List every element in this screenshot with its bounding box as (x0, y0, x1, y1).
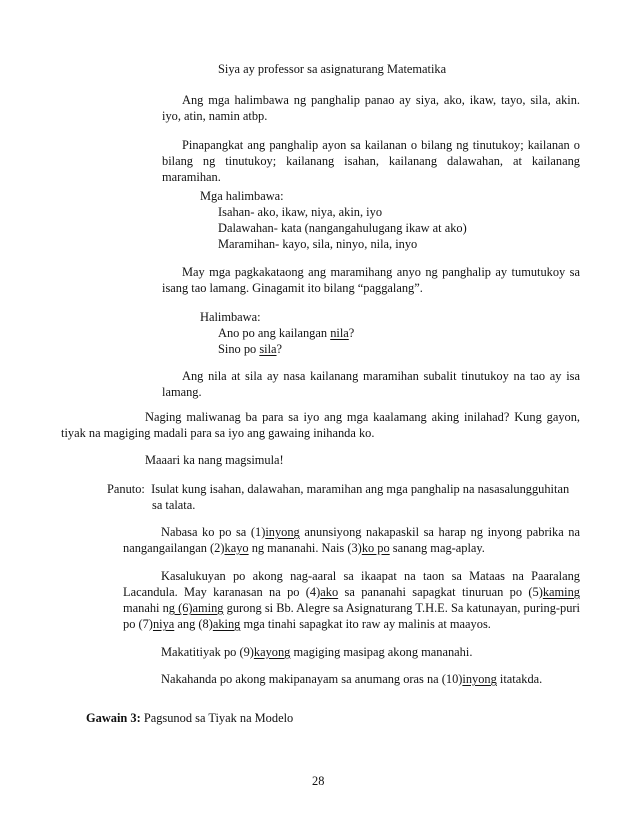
letter-paragraph-4 (161, 671, 542, 687)
examples-list (200, 188, 467, 252)
paragraph-naging-maliwanag (61, 409, 580, 441)
underlined-word: niya (152, 617, 175, 631)
halimbawa-heading: Halimbawa: (200, 310, 261, 324)
gawain-title: Pagsunod sa Tiyak na Modelo (140, 711, 294, 725)
underlined-word: kayong (253, 645, 291, 659)
letter-paragraph-3 (161, 644, 472, 660)
page-number: 28 (312, 774, 325, 788)
text: Nakahanda po akong makipanayam sa anumang oras na (10) (161, 672, 463, 686)
halimbawa-list (200, 309, 354, 357)
text: Ano po ang kailangan (218, 326, 331, 340)
example-isahan: Isahan- ako, ikaw, niya, akin, iyo (218, 205, 383, 219)
examples-heading: Mga halimbawa: (200, 189, 284, 203)
text: Nabasa ko po sa (1) (161, 525, 266, 539)
paragraph-text: Ang nila at sila ay nasa kailanang maramihan subalit tinutukoy na tao ay isa lamang. (162, 369, 580, 399)
paragraph-text: Pinapangkat ang panghalip ayon sa kailanan o bilang ng tinutukoy; kailanan o bilang ng tinutukoy; kailanang isahan, kailanang dalawahan, at kailanang maramihan. (162, 138, 580, 184)
letter-paragraph-1 (123, 524, 580, 556)
text: ng mananahi. Nais (3) (248, 541, 362, 555)
underlined-word: aming (192, 601, 224, 615)
underlined-word: kayo (224, 541, 249, 555)
text: anunsiyong nakapaskil sa harap ng inyong pabrika na nangangailangan (2) (123, 525, 580, 555)
panuto-text-cont: sa talata. (152, 498, 196, 512)
halimbawa-question-2 (200, 341, 354, 357)
text: ? (276, 342, 283, 356)
underlined-text: g (6) (168, 601, 193, 615)
panuto-label: Panuto: (107, 482, 145, 496)
example-dalawahan: Dalawahan- kata (nangangahulugang ikaw at ako) (218, 221, 467, 235)
gawain-label: Gawain 3: (86, 711, 141, 725)
text: sa pananahi sapagkat tinuruan po (5) (338, 585, 543, 599)
halimbawa-question-1 (200, 325, 354, 341)
panuto-instructions (107, 481, 580, 513)
text: Makatitiyak po (9) (161, 645, 254, 659)
text: Sino po (218, 342, 260, 356)
underlined-word: aking (212, 617, 241, 631)
panuto-text: Isulat kung isahan, dalawahan, maramihan ang mga panghalip na nasasalungguhitan (151, 482, 570, 496)
paragraph-text: May mga pagkakataong ang maramihang anyo ng panghalip ay tumutukoy sa isang tao lamang. Ginagamit ito bilang “paggalang”. (162, 265, 580, 295)
paragraph-paggalang (162, 264, 580, 296)
text: manahi n (123, 601, 169, 615)
underlined-word: inyong (265, 525, 300, 539)
intro-sentence: Siya ay professor sa asignaturang Matematika (218, 62, 447, 76)
paragraph-text: Naging maliwanag ba para sa iyo ang mga kaalamang aking inilahad? Kung gayon, tiyak na magiging madali para sa iyo ang gawaing inihanda ko. (61, 410, 580, 440)
text: sanang mag-aplay. (389, 541, 485, 555)
underlined-word: ako (320, 585, 339, 599)
underlined-word: kaming (542, 585, 580, 599)
paragraph-nila-sila (162, 368, 580, 400)
paragraph-panao-examples (162, 92, 580, 124)
underlined-word: inyong (462, 672, 497, 686)
underlined-word: sila (259, 342, 277, 356)
paragraph-kailanan (162, 137, 580, 185)
example-maramihan: Maramihan- kayo, sila, ninyo, nila, inyo (218, 237, 418, 251)
letter-paragraph-2 (123, 568, 580, 632)
underlined-word: ko po (361, 541, 390, 555)
text: Kasalukuyan po akong nag-aaral sa ikaapat na taon sa Mataas na Paaralang Lacandula. May karanasan na po (4) (123, 569, 580, 599)
gawain-heading (86, 710, 293, 726)
text: mga tinahi sapagkat ito raw ay malinis at maayos. (240, 617, 491, 631)
text: magiging masipag akong mananahi. (290, 645, 473, 659)
underlined-word: nila (330, 326, 349, 340)
text: itatakda. (496, 672, 543, 686)
paragraph-magsimula: Maaari ka nang magsimula! (145, 453, 284, 467)
paragraph-text: Ang mga halimbawa ng panghalip panao ay siya, ako, ikaw, tayo, sila, akin. iyo, atin, namin atbp. (162, 93, 580, 123)
text: ang (8) (174, 617, 213, 631)
text: ? (348, 326, 355, 340)
text: gurong si Bb. Alegre sa Asignaturang T.H.E. Sa katunayan, puring-puri po (7) (123, 601, 580, 631)
